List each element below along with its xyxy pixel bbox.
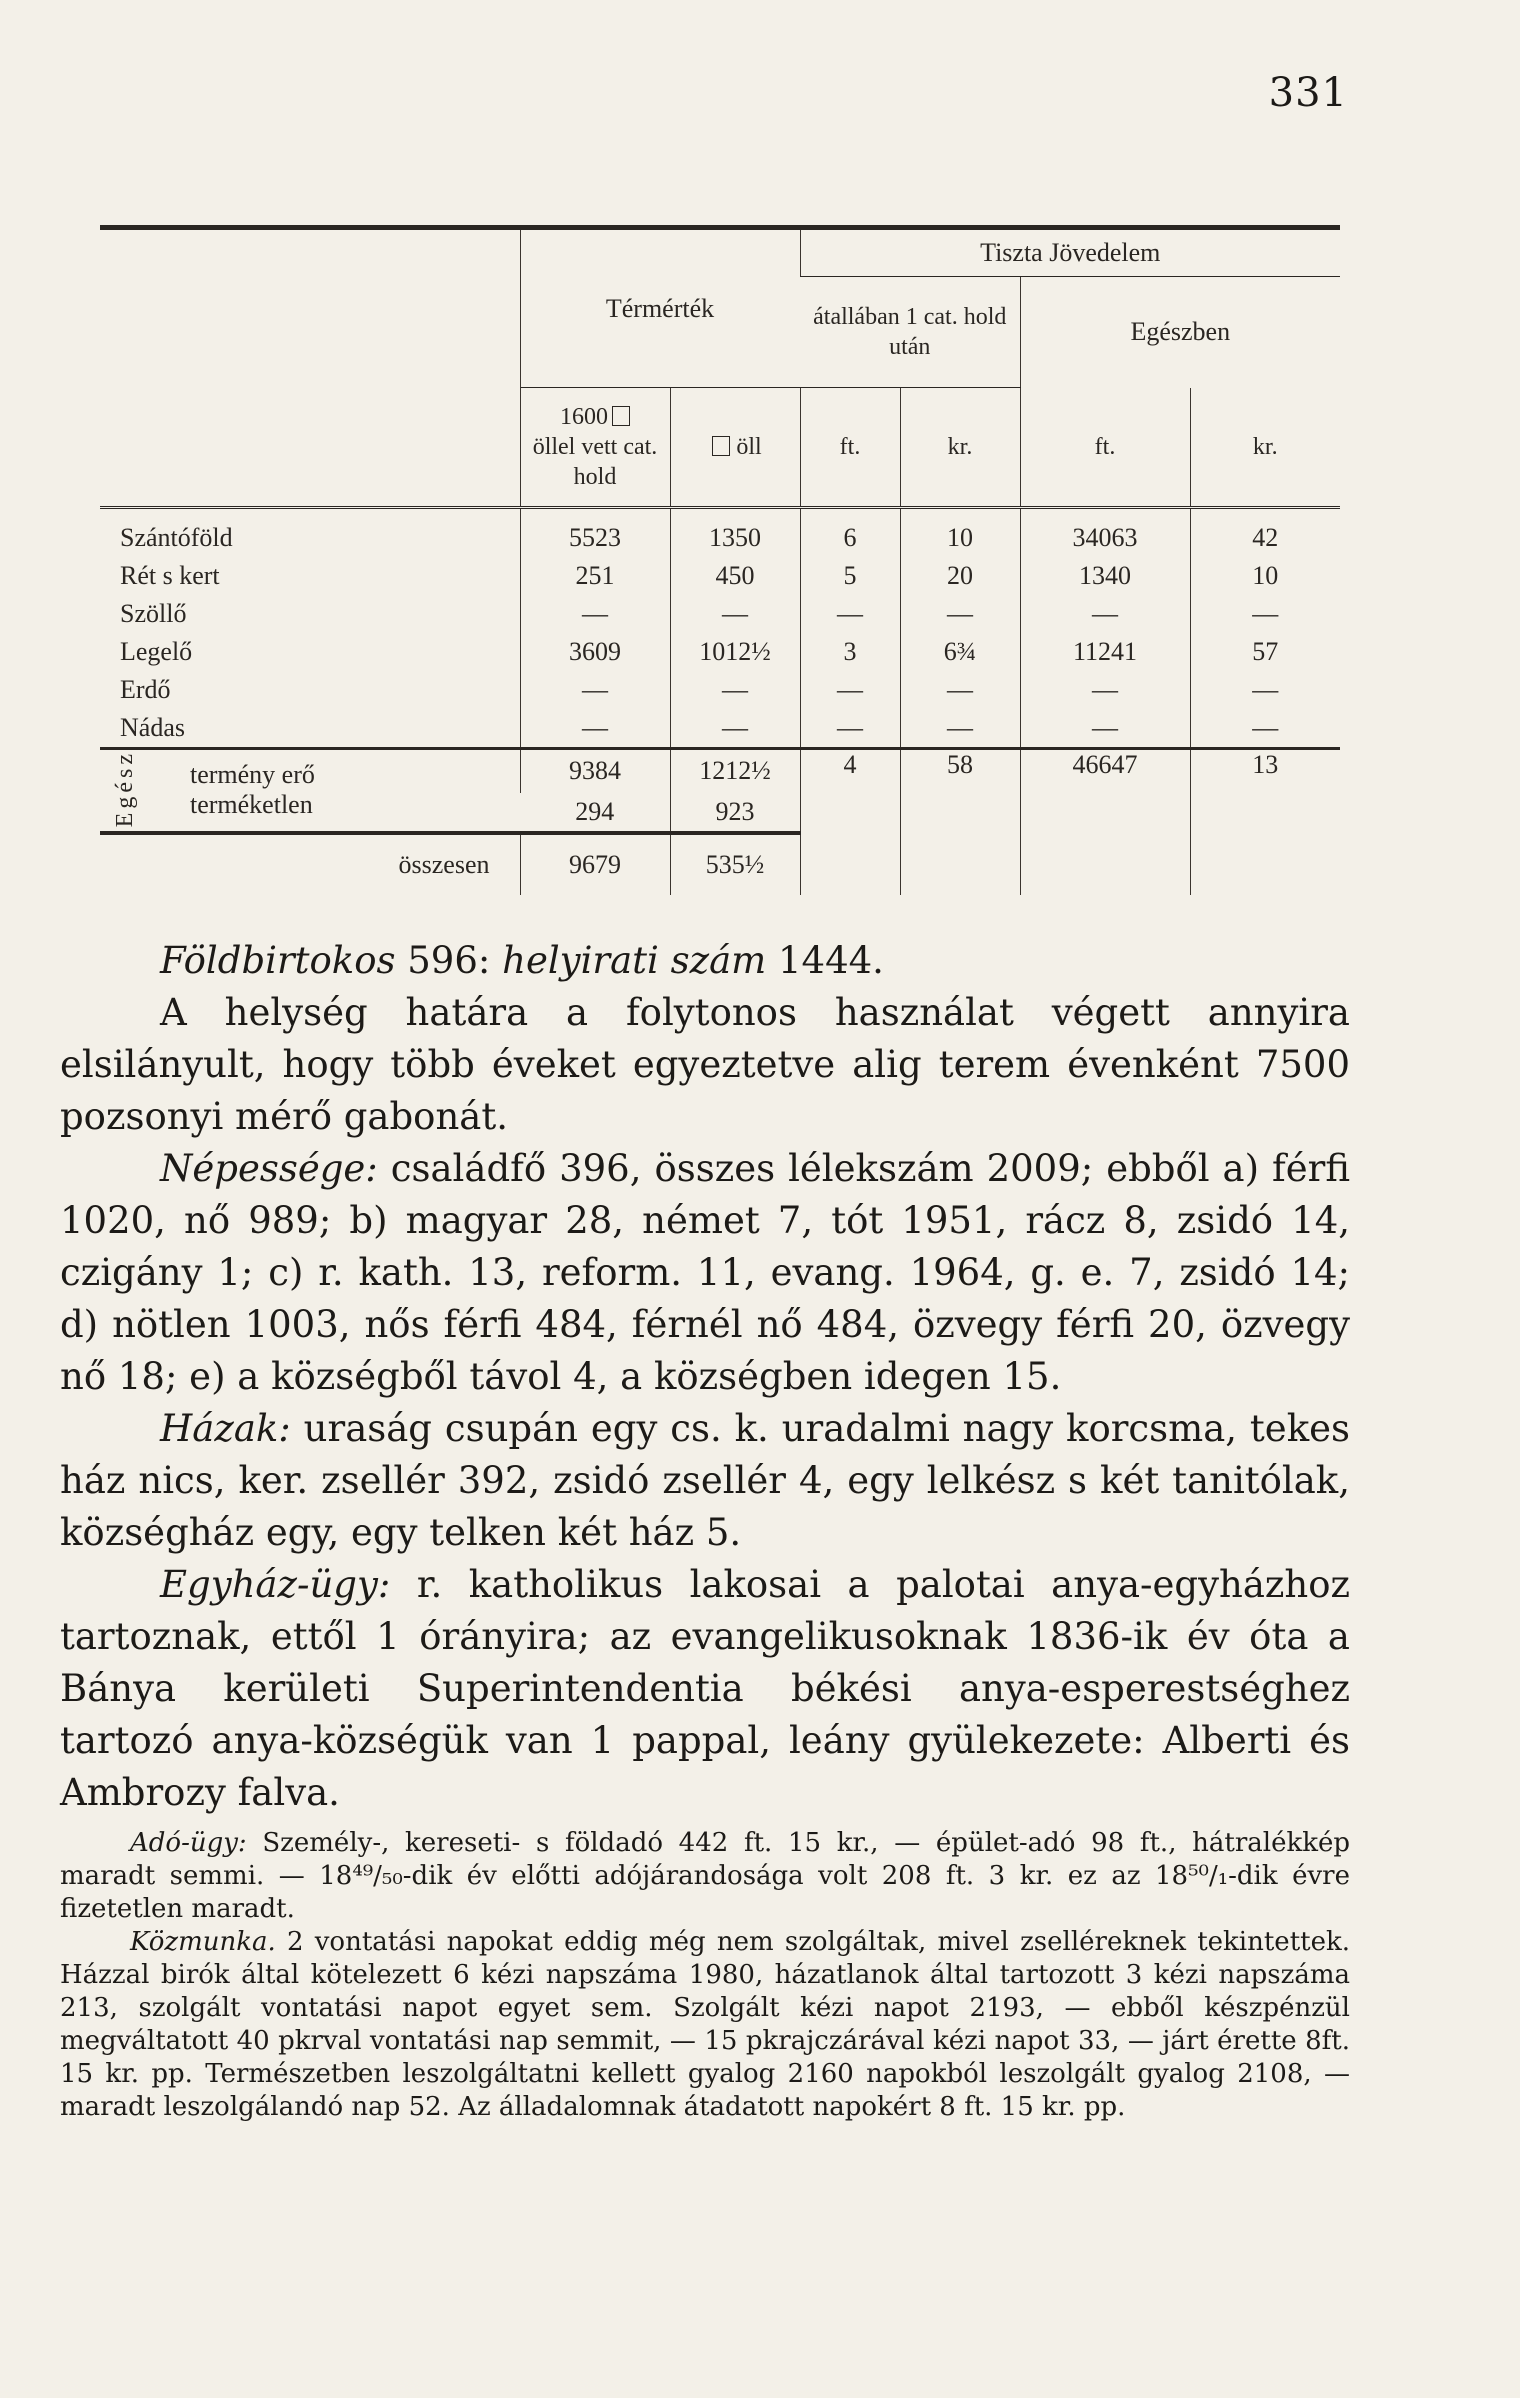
header-blank bbox=[100, 228, 520, 388]
termeketlen-hold: 294 bbox=[575, 796, 615, 826]
cell-oll: — bbox=[670, 671, 800, 709]
cell-ft: 5 bbox=[800, 557, 900, 595]
termeny-kr: 58 bbox=[900, 749, 1020, 895]
table-row bbox=[100, 508, 1340, 558]
table-row bbox=[100, 671, 1340, 709]
sub-1600-text: öllel vett cat. hold bbox=[532, 434, 658, 490]
helyirati-label: helyirati szám bbox=[502, 939, 767, 982]
cell-ekr: 57 bbox=[1190, 633, 1340, 671]
cell-kr: — bbox=[900, 671, 1020, 709]
cell-hold: — bbox=[520, 709, 670, 749]
note-ado bbox=[60, 1827, 1350, 1926]
termeny-ft: 4 bbox=[800, 749, 900, 895]
hazak-heading: Házak: bbox=[160, 1407, 291, 1450]
cell-ft: 3 bbox=[800, 633, 900, 671]
cell-hold: 3609 bbox=[520, 633, 670, 671]
header-kr: kr. bbox=[900, 388, 1020, 508]
cell-ekr: 42 bbox=[1190, 508, 1340, 558]
cell-label: Szántóföld bbox=[120, 523, 233, 552]
termeny-egesz-kr: 13 bbox=[1190, 749, 1340, 895]
header-blank-2 bbox=[100, 388, 520, 508]
table-row bbox=[100, 557, 1340, 595]
foldbirtokos-num: 596 bbox=[407, 939, 478, 982]
cell-oll: 1012½ bbox=[670, 633, 800, 671]
table-row bbox=[100, 709, 1340, 749]
ado-text: Személy-, kereseti- s földadó 442 ft. 15 kr., — épület-adó 98 ft., hátralékkép maradt semmi. — 18⁴⁹/₅₀-dik év előtti adójárandosága volt 208 ft. 3 kr. ez az 18⁵⁰/₁-dik évre fizetetlen maradt. bbox=[60, 1828, 1350, 1924]
cell-label: Nádas bbox=[120, 713, 185, 742]
cell-eft: 11241 bbox=[1020, 633, 1190, 671]
statistics-table bbox=[100, 225, 1340, 895]
helyirati-num: 1444. bbox=[778, 939, 884, 982]
termeketlen-label: terméketlen bbox=[190, 790, 313, 820]
cell-label: Erdő bbox=[120, 675, 171, 704]
header-oll bbox=[670, 388, 800, 508]
cell-ft: — bbox=[800, 595, 900, 633]
cell-label: Rét s kert bbox=[120, 561, 220, 590]
table-row bbox=[100, 595, 1340, 633]
cell-kr: 20 bbox=[900, 557, 1020, 595]
square-symbol-icon bbox=[612, 406, 630, 426]
osszesen-hold: 9679 bbox=[520, 833, 670, 895]
foldbirtokos-heading: Földbirtokos bbox=[160, 939, 396, 982]
side-label: Egész bbox=[112, 750, 138, 828]
cell-oll: 1350 bbox=[670, 508, 800, 558]
cell-oll: — bbox=[670, 595, 800, 633]
header-ft-2: ft. bbox=[1020, 388, 1190, 508]
cell-ekr: — bbox=[1190, 671, 1340, 709]
cell-eft: 1340 bbox=[1020, 557, 1190, 595]
cell-oll: — bbox=[670, 709, 800, 749]
header-termertek: Térmérték bbox=[520, 228, 800, 388]
row-termeny-label bbox=[100, 749, 520, 833]
sub-oll: öll bbox=[736, 434, 762, 460]
cell-kr: — bbox=[900, 595, 1020, 633]
cell-ft: — bbox=[800, 671, 900, 709]
cell-label: Legelő bbox=[120, 637, 193, 666]
nepessege-heading: Népessége: bbox=[160, 1147, 378, 1190]
cell-hold: 251 bbox=[520, 557, 670, 595]
termeny-label: termény erő bbox=[190, 760, 315, 790]
cell-eft: — bbox=[1020, 709, 1190, 749]
cell-eft: — bbox=[1020, 595, 1190, 633]
note-kozmunka bbox=[60, 1926, 1350, 2124]
header-tiszta-jovedelem: Tiszta Jövedelem bbox=[800, 228, 1340, 277]
paragraph-foldbirtokos: Földbirtokos 596: helyirati szám 1444. bbox=[160, 939, 884, 982]
osszesen-label: összesen bbox=[100, 833, 520, 895]
body-text bbox=[60, 935, 1350, 2124]
header-kr-2: kr. bbox=[1190, 388, 1340, 508]
cell-hold: — bbox=[520, 595, 670, 633]
cell-oll: 450 bbox=[670, 557, 800, 595]
paragraph-hazak bbox=[60, 1403, 1350, 1559]
footnotes bbox=[60, 1827, 1350, 2124]
header-ft: ft. bbox=[800, 388, 900, 508]
cell-eft: 34063 bbox=[1020, 508, 1190, 558]
sub-1600: 1600 bbox=[560, 404, 608, 430]
egyhaz-text: r. katholikus lakosai a palotai anya-egyházhoz tartoznak, ettől 1 órányira; az evangelikusoknak 1836-ik év óta a Bánya kerületi Superintendentia békési anya-esperestséghez tartozó anya-községük van 1 pappal, leány gyülekezete: Alberti és Ambrozy falva. bbox=[60, 1563, 1351, 1814]
egyhaz-heading: Egyház-ügy: bbox=[160, 1563, 391, 1606]
termeny-oll: 1212½ bbox=[670, 749, 800, 793]
header-atallaban: átallában 1 cat. hold után bbox=[800, 277, 1020, 388]
cell-ekr: — bbox=[1190, 709, 1340, 749]
cell-kr: 6¾ bbox=[900, 633, 1020, 671]
ado-heading: Adó-ügy: bbox=[130, 1828, 247, 1858]
cell-ft: 6 bbox=[800, 508, 900, 558]
cell-hold: 5523 bbox=[520, 508, 670, 558]
cell-hold: — bbox=[520, 671, 670, 709]
table-row bbox=[100, 633, 1340, 671]
termeny-egesz-ft: 46647 bbox=[1020, 749, 1190, 895]
cell-kr: 10 bbox=[900, 508, 1020, 558]
paragraph-hatar: A helység határa a folytonos használat végett annyira elsilányult, hogy több éveket egyeztetve alig terem évenként 7500 pozsonyi mérő gabonát. bbox=[60, 991, 1350, 1138]
osszesen-oll: 535½ bbox=[670, 833, 800, 895]
cell-label: Szöllő bbox=[120, 599, 187, 628]
header-egeszben: Egészben bbox=[1020, 277, 1340, 388]
cell-ekr: 10 bbox=[1190, 557, 1340, 595]
paragraph-egyhaz bbox=[60, 1559, 1350, 1819]
square-symbol-icon bbox=[712, 436, 730, 456]
kozmunka-heading: Közmunka. bbox=[130, 1927, 276, 1957]
termeny-hold: 9384 bbox=[520, 749, 670, 793]
cell-kr: — bbox=[900, 709, 1020, 749]
cell-eft: — bbox=[1020, 671, 1190, 709]
header-1600-hold bbox=[520, 388, 670, 508]
kozmunka-text: 2 vontatási napokat eddig még nem szolgáltak, mivel zselléreknek tekintettek. Házzal birók által kötelezett 6 kézi napszáma 1980, házatlanok által tartozott 3 kézi napszáma 213, szolgált vontatási napot egyet sem. Szolgált kézi napot 2193, — ebből készpénzül megváltatott 40 pkrval vontatási nap semmit, — 15 pkrajczárával kézi napot 33, — járt érette 8ft. 15 kr. pp. Természetben leszolgáltatni kellett gyalog 2160 napokból leszolgált gyalog 2108, — maradt leszolgálandó nap 52. Az álladalomnak átadatott napokért 8 ft. 15 kr. pp. bbox=[60, 1927, 1350, 2122]
nepessege-text: családfő 396, összes lélekszám 2009; ebből a) férfi 1020, nő 989; b) magyar 28, német 7, tót 1951, rácz 8, zsidó 14, czigány 1; c) r. kath. 13, reform. 11, evang. 1964, g. e. 7, zsidó 14; d) nötlen 1003, nős férfi 484, férnél nő 484, özvegy férfi 20, özvegy nő 18; e) a községből távol 4, a községben idegen 15. bbox=[60, 1147, 1350, 1398]
page-number: 331 bbox=[1268, 70, 1348, 116]
cell-ekr: — bbox=[1190, 595, 1340, 633]
cell-ft: — bbox=[800, 709, 900, 749]
termeketlen-oll: 923 bbox=[670, 793, 800, 833]
paragraph-nepessege bbox=[60, 1143, 1350, 1403]
hazak-text: uraság csupán egy cs. k. uradalmi nagy korcsma, tekes ház nics, ker. zsellér 392, zsidó zsellér 4, egy lelkész s két tanitólak, községház egy, egy telken két ház 5. bbox=[60, 1407, 1351, 1554]
